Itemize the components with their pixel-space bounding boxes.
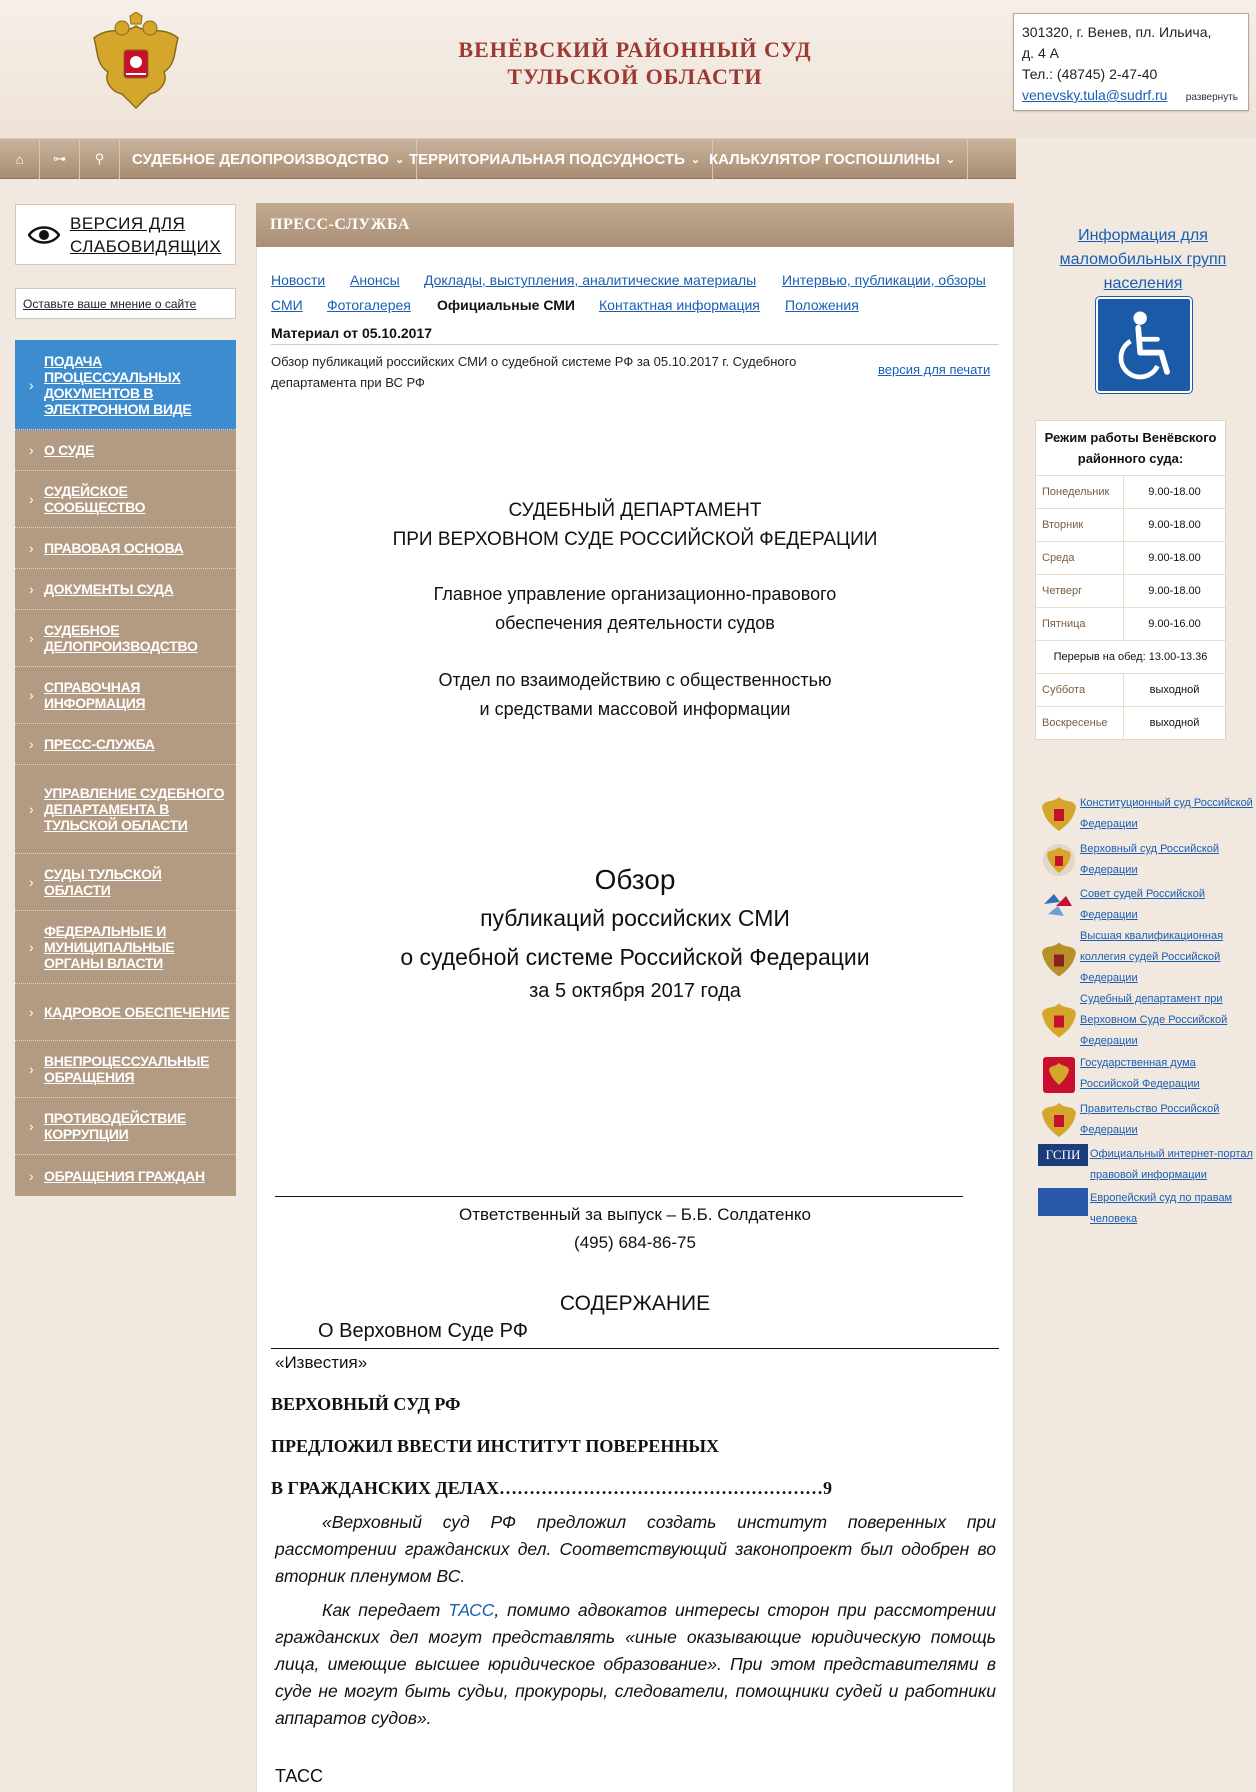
material-description: Обзор публикаций российских СМИ о судебной системе РФ за 05.10.2017 г. Судебного департамента при ВС РФ bbox=[271, 354, 797, 390]
hours-row bbox=[1036, 673, 1225, 706]
emblem-icon bbox=[1038, 1099, 1080, 1141]
paragraph-2-start: Как передает bbox=[322, 1600, 449, 1620]
chevron-right-icon: › bbox=[29, 581, 34, 597]
feedback-link[interactable]: Оставьте ваше мнение о сайте bbox=[15, 288, 236, 319]
phone-text: Тел.: (48745) 2-47-40 bbox=[1022, 66, 1158, 82]
org-link-government[interactable] bbox=[1038, 1099, 1256, 1141]
org-link-state-duma[interactable] bbox=[1038, 1053, 1256, 1095]
org-label: Федерации bbox=[1080, 818, 1138, 830]
sidebar-item-authorities[interactable] bbox=[15, 911, 236, 984]
org-link-legal-portal[interactable] bbox=[1038, 1144, 1256, 1186]
emblem-icon bbox=[1038, 989, 1080, 1052]
source-label: «Известия» bbox=[275, 1353, 368, 1372]
hours-day: Среда bbox=[1036, 542, 1124, 574]
chevron-right-icon: › bbox=[29, 1004, 34, 1020]
divider bbox=[271, 1348, 999, 1349]
doc-office-line1: Отдел по взаимодействию с общественностью bbox=[438, 670, 832, 690]
expand-contacts-button[interactable]: развернуть bbox=[1185, 92, 1238, 103]
org-label: Российской Федерации bbox=[1080, 1078, 1200, 1090]
tab-regulations[interactable]: Положения bbox=[785, 297, 859, 313]
chevron-right-icon: › bbox=[29, 540, 34, 556]
hours-time: 9.00-18.00 bbox=[1148, 585, 1201, 597]
chevron-right-icon: › bbox=[29, 1118, 34, 1134]
chevron-right-icon: › bbox=[29, 874, 34, 890]
material-date: Материал от 05.10.2017 bbox=[271, 325, 433, 341]
address-line1: 301320, г. Венев, пл. Ильича, bbox=[1022, 24, 1212, 40]
sidebar-item-tula-courts[interactable] bbox=[15, 854, 236, 911]
org-label: Федерации bbox=[1080, 972, 1138, 984]
sidebar-item-label: ОБРАЩЕНИЯ ГРАЖДАН bbox=[44, 1167, 205, 1184]
nav-item-label: КАЛЬКУЛЯТОР ГОСПОШЛИНЫ bbox=[709, 150, 940, 168]
paragraph-2 bbox=[275, 1597, 996, 1732]
paragraph-1: «Верховный суд РФ предложил создать институт поверенных при рассмотрении гражданских дел. Соответствующий законопроект был одобрен во вторник пленумом ВС. bbox=[275, 1512, 996, 1586]
chevron-right-icon: › bbox=[29, 1061, 34, 1077]
hours-row bbox=[1036, 508, 1225, 541]
hours-day: Воскресенье bbox=[1036, 707, 1124, 739]
toc-section: О Верховном Суде РФ bbox=[318, 1320, 528, 1342]
sidebar-item-staffing[interactable] bbox=[15, 984, 236, 1041]
low-vision-version-button[interactable] bbox=[15, 204, 236, 265]
contact-box bbox=[1013, 13, 1249, 111]
duma-emblem-icon bbox=[1038, 1053, 1080, 1095]
doc-dept-line2: ПРИ ВЕРХОВНОМ СУДЕ РОССИЙСКОЙ ФЕДЕРАЦИИ bbox=[392, 529, 878, 550]
doc-unit-line2: обеспечения деятельности судов bbox=[495, 613, 775, 633]
working-hours-title: Режим работы Венёвского районного суда: bbox=[1044, 430, 1217, 466]
doc-title-line3: о судебной системе Российской Федерации bbox=[400, 944, 870, 970]
chevron-right-icon: › bbox=[29, 939, 34, 955]
nav-item-fee-calculator[interactable] bbox=[697, 139, 968, 179]
emblem-icon bbox=[1038, 793, 1080, 835]
org-label: Европейский суд по правам bbox=[1090, 1192, 1233, 1204]
org-link-judges-council[interactable] bbox=[1038, 884, 1256, 926]
nav-item-label: ТЕРРИТОРИАЛЬНАЯ ПОДСУДНОСТЬ bbox=[409, 150, 685, 168]
hours-day: Суббота bbox=[1036, 674, 1124, 706]
doc-office-line2: и средствами массовой информации bbox=[479, 699, 791, 719]
chevron-right-icon: › bbox=[29, 376, 34, 393]
hours-day: Пятница bbox=[1036, 608, 1124, 640]
divider bbox=[271, 344, 999, 345]
org-label: Государственная дума bbox=[1080, 1057, 1196, 1069]
sidebar-item-appeals[interactable] bbox=[15, 1155, 236, 1196]
doc-dept-line1: СУДЕБНЫЙ ДЕПАРТАМЕНТ bbox=[508, 500, 762, 521]
sidebar-item-label: ПРЕСС-СЛУЖБА bbox=[44, 736, 155, 752]
sidebar-item-anticorruption[interactable] bbox=[15, 1098, 236, 1155]
coat-of-arms-icon[interactable] bbox=[86, 12, 186, 114]
org-label: Совет судей Российской bbox=[1080, 888, 1205, 900]
tab-announcements[interactable]: Анонсы bbox=[350, 272, 400, 288]
council-logo-icon bbox=[1038, 884, 1080, 926]
sidebar-item-non-procedural[interactable] bbox=[15, 1041, 236, 1098]
hours-row bbox=[1036, 574, 1225, 607]
nav-item-case-proceedings[interactable] bbox=[120, 139, 417, 179]
doc-title-line2: публикаций российских СМИ bbox=[480, 905, 790, 931]
sidebar-item-documents[interactable] bbox=[15, 569, 236, 610]
org-label: Правительство Российской bbox=[1080, 1103, 1220, 1115]
org-label: правовой информации bbox=[1090, 1169, 1207, 1181]
paragraph-2-end: , помимо адвокатов интересы сторон при рассмотрении гражданских дел могут представлять «иные оказывающие юридическую помощь лица, имеющие высшее юридическое образование». При этом представителями в суде не могут быть судьи, прокуроры, следователи, помощники судей и работники аппаратов судов». bbox=[275, 1600, 997, 1728]
working-hours-table bbox=[1035, 420, 1226, 740]
echr-logo-icon bbox=[1038, 1188, 1088, 1216]
hours-day: Понедельник bbox=[1036, 476, 1124, 508]
nav-item-jurisdiction[interactable] bbox=[397, 139, 713, 179]
accessibility-line1: Информация для bbox=[1078, 227, 1208, 244]
sitemap-icon[interactable]: ⊶ bbox=[40, 139, 80, 179]
address-line2: д. 4 А bbox=[1022, 45, 1059, 61]
tab-official-media[interactable]: Официальные СМИ bbox=[437, 297, 575, 313]
accessibility-info-link[interactable] bbox=[1045, 224, 1241, 296]
org-label: Официальный интернет-портал bbox=[1090, 1148, 1253, 1160]
tass-link[interactable]: ТАСС bbox=[448, 1600, 495, 1620]
hours-time: выходной bbox=[1149, 717, 1200, 729]
org-link-judicial-department[interactable] bbox=[1038, 989, 1256, 1052]
org-link-echr[interactable] bbox=[1038, 1188, 1256, 1230]
sidebar-item-reference[interactable] bbox=[15, 667, 236, 724]
chevron-right-icon: › bbox=[29, 736, 34, 752]
org-label: Верховном Суде Российской bbox=[1080, 1014, 1228, 1026]
hours-day: Четверг bbox=[1036, 575, 1124, 607]
chevron-right-icon: › bbox=[29, 630, 34, 646]
hours-time: 9.00-16.00 bbox=[1148, 618, 1201, 630]
org-label: Федерации bbox=[1080, 1124, 1138, 1136]
doc-title-line4: за 5 октября 2017 года bbox=[529, 980, 741, 1002]
sidebar-item-e-filing[interactable] bbox=[15, 340, 236, 430]
hours-row bbox=[1036, 475, 1225, 508]
hours-row bbox=[1036, 706, 1225, 739]
hours-time: 9.00-18.00 bbox=[1148, 486, 1201, 498]
tab-interviews[interactable]: Интервью, публикации, обзоры bbox=[782, 272, 986, 288]
tab-photo-gallery[interactable]: Фотогалерея bbox=[327, 297, 411, 313]
toc-title: СОДЕРЖАНИЕ bbox=[559, 1292, 711, 1315]
headline-line2: ПРЕДЛОЖИЛ ВВЕСТИ ИНСТИТУТ ПОВЕРЕННЫХ bbox=[271, 1436, 720, 1456]
sidebar-item-proceedings[interactable] bbox=[15, 610, 236, 667]
org-label: Верховный суд Российской bbox=[1080, 843, 1220, 855]
tab-contacts[interactable]: Контактная информация bbox=[599, 297, 760, 313]
hours-row bbox=[1036, 607, 1225, 640]
org-label: коллегия судей Российской bbox=[1080, 951, 1221, 963]
sidebar-item-label: СУДЫ ТУЛЬСКОЙ ОБЛАСТИ bbox=[44, 866, 162, 898]
site-title-line1: ВЕНЁВСКИЙ РАЙОННЫЙ СУД bbox=[458, 37, 812, 62]
sidebar-item-label: ВНЕПРОЦЕССУАЛЬНЫЕ ОБРАЩЕНИЯ bbox=[44, 1053, 210, 1085]
chevron-right-icon: › bbox=[29, 801, 34, 817]
hours-time: 9.00-18.00 bbox=[1148, 552, 1201, 564]
hours-day: Вторник bbox=[1036, 509, 1124, 541]
site-title[interactable] bbox=[390, 36, 880, 90]
print-version-link[interactable]: версия для печати bbox=[878, 362, 991, 377]
search-icon[interactable]: ⚲ bbox=[80, 139, 120, 179]
doc-unit-line1: Главное управление организационно-правового bbox=[433, 584, 837, 604]
section-title: ПРЕСС-СЛУЖБА bbox=[256, 203, 1014, 247]
headline-line1: ВЕРХОВНЫЙ СУД РФ bbox=[271, 1394, 461, 1414]
source-label-2: ТАСС bbox=[275, 1766, 324, 1786]
tab-media[interactable]: СМИ bbox=[271, 297, 303, 313]
home-icon[interactable]: ⌂ bbox=[0, 139, 40, 179]
site-title-line2: ТУЛЬСКОЙ ОБЛАСТИ bbox=[507, 64, 763, 89]
emblem-icon bbox=[1038, 926, 1080, 989]
sidebar-item-legal-basis[interactable] bbox=[15, 528, 236, 569]
org-link-supreme-court[interactable] bbox=[1038, 839, 1256, 881]
sidebar-item-press[interactable] bbox=[15, 724, 236, 765]
nav-item-label: СУДЕБНОЕ ДЕЛОПРОИЗВОДСТВО bbox=[132, 150, 390, 168]
responsible-phone: (495) 684-86-75 bbox=[574, 1233, 696, 1252]
sidebar-item-label: ФЕДЕРАЛЬНЫЕ И МУНИЦИПАЛЬНЫЕ ОРГАНЫ ВЛАСТИ bbox=[44, 923, 175, 971]
org-label: Федерации bbox=[1080, 1035, 1138, 1047]
sidebar-menu bbox=[15, 340, 236, 1196]
sidebar-item-label: ПРОТИВОДЕЙСТВИЕ КОРРУПЦИИ bbox=[44, 1110, 186, 1142]
accessibility-line2: маломобильных групп bbox=[1059, 251, 1227, 268]
chevron-right-icon: › bbox=[29, 491, 34, 507]
doc-title-line1: Обзор bbox=[594, 864, 676, 895]
org-label: Конституционный суд Российской bbox=[1080, 797, 1253, 809]
eye-icon bbox=[28, 224, 60, 246]
sidebar-item-about[interactable] bbox=[15, 430, 236, 471]
sidebar-item-label: ПРАВОВАЯ ОСНОВА bbox=[44, 540, 184, 556]
top-navbar bbox=[0, 138, 1016, 179]
lunch-row: Перерыв на обед: 13.00-13.36 bbox=[1036, 640, 1225, 673]
headline-line3: В ГРАЖДАНСКИХ ДЕЛАХ………………………………………………9 bbox=[271, 1478, 832, 1498]
tab-reports[interactable]: Доклады, выступления, аналитические материалы bbox=[424, 272, 757, 288]
hours-time: выходной bbox=[1149, 684, 1200, 696]
low-vision-label bbox=[70, 212, 221, 258]
hours-row bbox=[1036, 541, 1225, 574]
responsible-person: Ответственный за выпуск – Б.Б. Солдатенко bbox=[459, 1205, 811, 1224]
org-label: Судебный департамент при bbox=[1080, 993, 1223, 1005]
tab-news[interactable]: Новости bbox=[271, 272, 326, 288]
chevron-down-icon: ⌄ bbox=[945, 153, 956, 166]
wheelchair-icon[interactable] bbox=[1096, 297, 1192, 393]
sidebar-item-label: ДОКУМЕНТЫ СУДА bbox=[44, 581, 174, 597]
sidebar-item-label: КАДРОВОЕ ОБЕСПЕЧЕНИЕ bbox=[44, 1004, 230, 1020]
chevron-right-icon: › bbox=[29, 1167, 34, 1184]
sidebar-item-label: УПРАВЛЕНИЕ СУДЕБНОГО ДЕПАРТАМЕНТА В ТУЛЬСКОЙ ОБЛАСТИ bbox=[44, 785, 225, 833]
chevron-down-icon: ⌄ bbox=[690, 153, 701, 166]
hours-time: 9.00-18.00 bbox=[1148, 519, 1201, 531]
accessibility-line3: населения bbox=[1103, 275, 1183, 292]
sidebar-item-label: ПОДАЧА ПРОЦЕССУАЛЬНЫХ ДОКУМЕНТОВ В ЭЛЕКТРОННОМ ВИДЕ bbox=[44, 352, 192, 417]
gspi-logo-icon: ГСПИ bbox=[1038, 1144, 1088, 1166]
org-label: Высшая квалификационная bbox=[1080, 930, 1224, 942]
org-label: Федерации bbox=[1080, 909, 1138, 921]
sidebar-item-label: СПРАВОЧНАЯ ИНФОРМАЦИЯ bbox=[44, 679, 146, 711]
sidebar-item-label: СУДЕЙСКОЕ СООБЩЕСТВО bbox=[44, 483, 146, 515]
org-label: Федерации bbox=[1080, 864, 1138, 876]
org-link-qualification-board[interactable] bbox=[1038, 926, 1256, 989]
divider bbox=[275, 1196, 963, 1197]
low-vision-line2: СЛАБОВИДЯЩИХ bbox=[70, 236, 222, 256]
sidebar-item-label: О СУДЕ bbox=[44, 442, 95, 458]
low-vision-line1: ВЕРСИЯ ДЛЯ bbox=[70, 213, 186, 233]
org-label: человека bbox=[1090, 1213, 1138, 1225]
chevron-down-icon: ⌄ bbox=[395, 153, 405, 166]
chevron-right-icon: › bbox=[29, 687, 34, 703]
sidebar-item-dept-management[interactable] bbox=[15, 765, 236, 854]
sidebar-item-judges[interactable] bbox=[15, 471, 236, 528]
emblem-icon bbox=[1038, 839, 1080, 881]
email-link[interactable]: venevsky.tula@sudrf.ru bbox=[1022, 87, 1168, 103]
chevron-right-icon: › bbox=[29, 442, 34, 458]
sidebar-item-label: СУДЕБНОЕ ДЕЛОПРОИЗВОДСТВО bbox=[44, 622, 198, 654]
org-link-constitutional-court[interactable] bbox=[1038, 793, 1256, 835]
